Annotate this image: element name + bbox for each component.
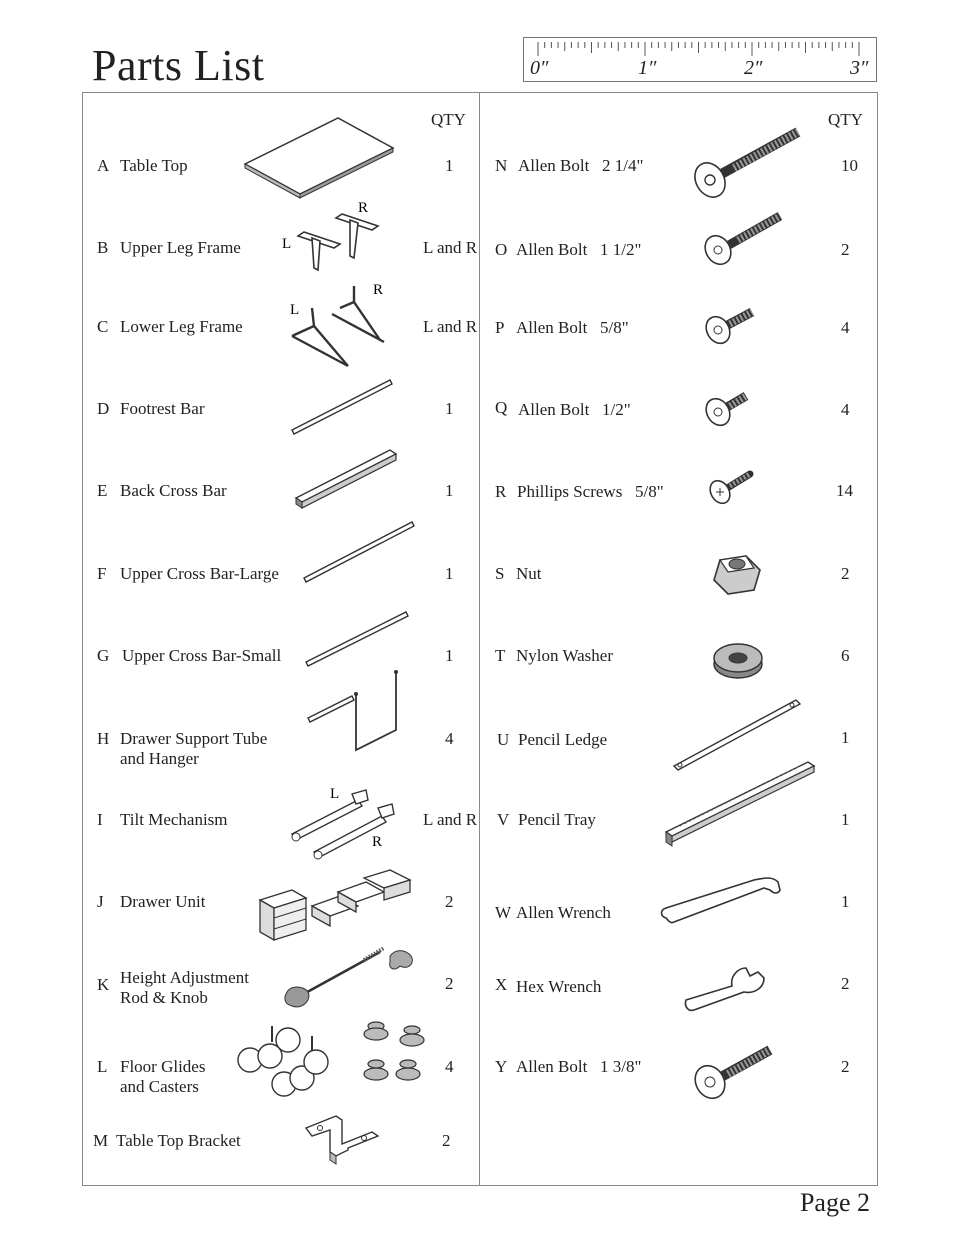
part-name: Upper Leg Frame [120, 238, 241, 257]
part-letter: I [97, 810, 103, 829]
drawer-support-tube-icon [304, 668, 408, 760]
part-qty: 2 [841, 564, 850, 583]
part-letter: C [97, 317, 109, 336]
tag-r: R [358, 200, 369, 216]
part-letter: Y [495, 1057, 508, 1076]
part-name-line2: and Hanger [120, 749, 199, 768]
tag-l: L [282, 236, 292, 252]
phillips-screw-icon [706, 468, 756, 508]
qty-header-left: QTY [431, 110, 466, 129]
column-divider [479, 92, 480, 1186]
part-name: Nylon Washer [516, 646, 613, 665]
allen-bolt-1-3-8-icon [690, 1036, 780, 1102]
part-name-line2: Rod & Knob [120, 988, 208, 1007]
part-letter: V [497, 810, 510, 829]
part-name: Height Adjustment [120, 968, 249, 987]
part-letter: U [497, 730, 510, 749]
table-top-icon [240, 112, 400, 202]
part-letter: F [97, 564, 107, 583]
upper-cross-bar-large-icon [300, 516, 418, 586]
part-name: Nut [516, 564, 542, 583]
footrest-bar-icon [286, 374, 396, 440]
qty-header-right: QTY [828, 110, 863, 129]
drawer-unit-icon [256, 866, 416, 946]
table-top-bracket-icon [300, 1110, 384, 1170]
ruler-label-0: 0″ [530, 57, 549, 79]
allen-wrench-icon [656, 872, 786, 936]
hex-wrench-icon [680, 962, 770, 1016]
part-qty: 10 [841, 156, 858, 175]
page-number: Page 2 [799, 1188, 870, 1217]
part-name: Tilt Mechanism [120, 810, 228, 829]
floor-glides-casters-icon [232, 1012, 428, 1104]
part-letter: P [495, 318, 505, 337]
part-qty: L and R [423, 238, 478, 257]
part-name: Table Top Bracket [116, 1131, 241, 1150]
part-letter: N [495, 156, 508, 175]
part-name: Upper Cross Bar-Large [120, 564, 279, 583]
part-qty: 4 [841, 400, 850, 419]
part-name: Allen Bolt 1 1/2" [516, 240, 642, 259]
part-qty: 4 [445, 729, 454, 748]
part-qty: 2 [841, 240, 850, 259]
part-qty: 4 [445, 1057, 454, 1076]
page-title: Parts List [92, 41, 265, 90]
part-letter: J [97, 892, 104, 911]
part-qty: 14 [836, 481, 853, 500]
part-name: Allen Bolt 2 1/4" [518, 156, 644, 175]
part-name: Hex Wrench [516, 977, 602, 996]
part-name: Allen Wrench [516, 903, 611, 922]
part-qty: 1 [445, 156, 454, 175]
part-letter: K [97, 975, 110, 994]
part-name: Upper Cross Bar-Small [122, 646, 282, 665]
part-letter: H [97, 729, 110, 748]
part-qty: 1 [445, 399, 454, 418]
pencil-tray-icon [660, 752, 820, 852]
part-name: Drawer Support Tube [120, 729, 268, 748]
part-qty: 2 [445, 892, 454, 911]
part-name: Floor Glides [120, 1057, 206, 1076]
part-name: Pencil Tray [518, 810, 596, 829]
part-qty: 1 [841, 810, 850, 829]
part-qty: 1 [841, 892, 850, 911]
part-qty: 2 [841, 974, 850, 993]
part-letter: R [495, 482, 507, 501]
part-name: Table Top [120, 156, 188, 175]
part-qty: L and R [423, 317, 478, 336]
part-qty: 4 [841, 318, 850, 337]
part-letter: L [97, 1057, 108, 1076]
height-rod-knob-icon [280, 938, 420, 1016]
part-letter: E [97, 481, 108, 500]
part-letter: G [97, 646, 110, 665]
hex-nut-icon [710, 552, 762, 598]
part-name-line2: and Casters [120, 1077, 199, 1096]
back-cross-bar-icon [290, 436, 402, 512]
part-qty: 2 [442, 1131, 451, 1150]
inch-ruler [523, 37, 877, 82]
part-qty: 2 [445, 974, 454, 993]
tilt-mechanism-icon [286, 780, 404, 862]
part-qty: 2 [841, 1057, 850, 1076]
part-name: Pencil Ledge [518, 730, 608, 749]
ruler-ticks [524, 38, 878, 83]
lower-leg-frame-icon [284, 278, 400, 374]
ruler-label-1: 1″ [638, 57, 657, 79]
part-qty: 1 [841, 728, 850, 747]
part-letter: B [97, 238, 109, 257]
part-name: Allen Bolt 1 3/8" [516, 1057, 642, 1076]
part-letter: A [97, 156, 110, 175]
tag-r: R [372, 834, 383, 850]
part-qty: L and R [423, 810, 478, 829]
part-name: Allen Bolt 1/2" [518, 400, 631, 419]
part-letter: D [97, 399, 110, 418]
part-qty: 1 [445, 564, 454, 583]
ruler-label-3: 3″ [850, 57, 869, 79]
part-name: Back Cross Bar [120, 481, 227, 500]
part-qty: 6 [841, 646, 850, 665]
part-name: Footrest Bar [120, 399, 205, 418]
part-qty: 1 [445, 646, 454, 665]
upper-cross-bar-small-icon [302, 606, 412, 670]
part-qty: 1 [445, 481, 454, 500]
part-letter: W [495, 903, 512, 922]
part-letter: O [495, 240, 508, 259]
part-name: Allen Bolt 5/8" [516, 318, 629, 337]
tag-l: L [290, 302, 300, 318]
allen-bolt-medium-icon [700, 204, 790, 270]
allen-bolt-short-icon [702, 300, 762, 348]
ruler-label-2: 2″ [744, 57, 763, 79]
part-letter: Q [495, 398, 508, 417]
part-letter: M [93, 1131, 109, 1150]
allen-bolt-long-icon [688, 118, 808, 204]
upper-leg-frame-icon [280, 196, 390, 272]
nylon-washer-icon [712, 640, 764, 682]
tag-r: R [373, 282, 384, 298]
part-name: Phillips Screws 5/8" [517, 482, 664, 501]
part-letter: T [495, 646, 506, 665]
part-name: Drawer Unit [120, 892, 206, 911]
allen-bolt-shorter-icon [702, 384, 758, 430]
part-letter: X [495, 975, 508, 994]
part-letter: S [495, 564, 505, 583]
part-name: Lower Leg Frame [120, 317, 243, 336]
tag-l: L [330, 786, 340, 802]
